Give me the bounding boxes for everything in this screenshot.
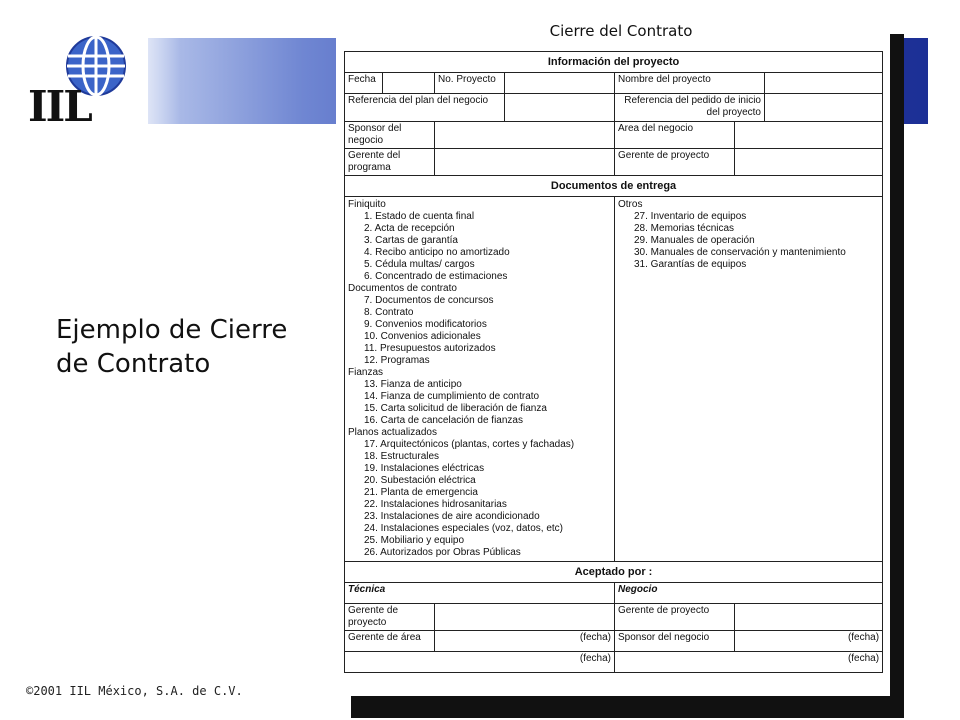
field-gerente-proyecto[interactable]	[735, 149, 883, 176]
doc-list-item: 24. Instalaciones especiales (voz, datos, etc)	[364, 523, 563, 534]
doc-list-item: 3. Cartas de garantía	[364, 235, 458, 246]
doc-list-item: 18. Estructurales	[364, 451, 440, 462]
contract-closure-form	[336, 16, 890, 696]
label-neg-gerente-proyecto: Gerente de proyecto	[615, 604, 735, 631]
docs-left-list	[348, 199, 611, 559]
field-fecha[interactable]	[383, 73, 435, 94]
doc-group-title: Fianzas	[348, 367, 384, 378]
label-ref-plan: Referencia del plan del negocio	[345, 94, 505, 122]
doc-list-item: 25. Mobiliario y equipo	[364, 535, 465, 546]
field-sponsor-fecha[interactable]: (fecha)	[735, 631, 883, 652]
doc-list-item: 2. Acta de recepción	[364, 223, 455, 234]
doc-list-item: 31. Garantías de equipos	[634, 259, 747, 270]
doc-list-item: 29. Manuales de operación	[634, 235, 755, 246]
label-gerente-area: Gerente de área	[345, 631, 435, 652]
doc-list-item: 9. Convenios modificatorios	[364, 319, 487, 330]
docs-left-column	[345, 197, 615, 562]
field-gerente-programa[interactable]	[435, 149, 615, 176]
doc-list-item: 20. Subestación eléctrica	[364, 475, 476, 486]
docs-right-list	[618, 199, 879, 271]
doc-list-item: 30. Manuales de conservación y mantenimiento	[634, 247, 846, 258]
field-nombre-proyecto[interactable]	[765, 73, 883, 94]
doc-list-item: 27. Inventario de equipos	[634, 211, 747, 222]
doc-list-item: 21. Planta de emergencia	[364, 487, 478, 498]
doc-list-item: 6. Concentrado de estimaciones	[364, 271, 508, 282]
doc-list-item: 23. Instalaciones de aire acondicionado	[364, 511, 540, 522]
label-tec-gerente-proyecto: Gerente de proyecto	[345, 604, 435, 631]
field-neg-gerente-proyecto[interactable]	[735, 604, 883, 631]
label-tecnica: Técnica	[345, 583, 615, 604]
label-sponsor: Sponsor del negocio	[345, 122, 435, 149]
doc-list-item: 4. Recibo anticipo no amortizado	[364, 247, 510, 258]
field-no-proyecto[interactable]	[505, 73, 615, 94]
form-table	[344, 51, 883, 673]
label-fecha: Fecha	[345, 73, 383, 94]
label-nombre-proyecto: Nombre del proyecto	[615, 73, 765, 94]
label-area: Area del negocio	[615, 122, 735, 149]
caption-line-2: de Contrato	[56, 349, 211, 379]
doc-list-item: 26. Autorizados por Obras Públicas	[364, 547, 521, 558]
caption-line-1: Ejemplo de Cierre	[56, 315, 288, 345]
logo-text: IIL	[28, 82, 91, 131]
label-sponsor-negocio: Sponsor del negocio	[615, 631, 735, 652]
section-docs: Documentos de entrega	[345, 176, 883, 197]
doc-list-item: 12. Programas	[364, 355, 430, 366]
label-no-proyecto: No. Proyecto	[435, 73, 505, 94]
field-tec-gerente-proyecto[interactable]	[435, 604, 615, 631]
doc-group-title: Documentos de contrato	[348, 283, 457, 294]
field-sponsor[interactable]	[435, 122, 615, 149]
copyright-footer: ©2001 IIL México, S.A. de C.V.	[26, 684, 243, 698]
label-ref-pedido: Referencia del pedido de inicio del proyecto	[615, 94, 765, 122]
doc-list-item: 22. Instalaciones hidrosanitarias	[364, 499, 507, 510]
doc-list-item: 13. Fianza de anticipo	[364, 379, 462, 390]
slide-caption	[56, 313, 326, 381]
doc-list-item: 1. Estado de cuenta final	[364, 211, 475, 222]
doc-list-item: 19. Instalaciones eléctricas	[364, 463, 485, 474]
doc-list-item: 15. Carta solicitud de liberación de fianza	[364, 403, 547, 414]
doc-list-item: 8. Contrato	[364, 307, 414, 318]
doc-list-item: 14. Fianza de cumplimiento de contrato	[364, 391, 540, 402]
docs-right-column	[615, 197, 883, 562]
field-area[interactable]	[735, 122, 883, 149]
section-accepted: Aceptado por :	[345, 562, 883, 583]
doc-list-item: 11. Presupuestos autorizados	[364, 343, 496, 354]
field-tec-fecha[interactable]: (fecha)	[345, 652, 615, 673]
field-ref-pedido[interactable]	[765, 94, 883, 122]
label-negocio: Negocio	[615, 583, 883, 604]
doc-list-item: 10. Convenios adicionales	[364, 331, 481, 342]
label-gerente-programa: Gerente del programa	[345, 149, 435, 176]
label-gerente-proyecto: Gerente de proyecto	[615, 149, 735, 176]
doc-group-title: Finiquito	[348, 199, 386, 210]
field-neg-fecha[interactable]: (fecha)	[615, 652, 883, 673]
form-title: Cierre del Contrato	[549, 22, 693, 40]
field-gerente-area-fecha[interactable]: (fecha)	[435, 631, 615, 652]
doc-list-item: 17. Arquitectónicos (plantas, cortes y fachadas)	[364, 439, 575, 450]
doc-list-item: 28. Memorias técnicas	[634, 223, 735, 234]
doc-list-item: 7. Documentos de concursos	[364, 295, 494, 306]
doc-list-item: 5. Cédula multas/ cargos	[364, 259, 475, 270]
doc-group-title: Planos actualizados	[348, 427, 437, 438]
section-info: Información del proyecto	[345, 52, 883, 73]
doc-list-item: 16. Carta de cancelación de fianzas	[364, 415, 523, 426]
doc-group-title: Otros	[618, 199, 643, 210]
field-ref-plan[interactable]	[505, 94, 615, 122]
